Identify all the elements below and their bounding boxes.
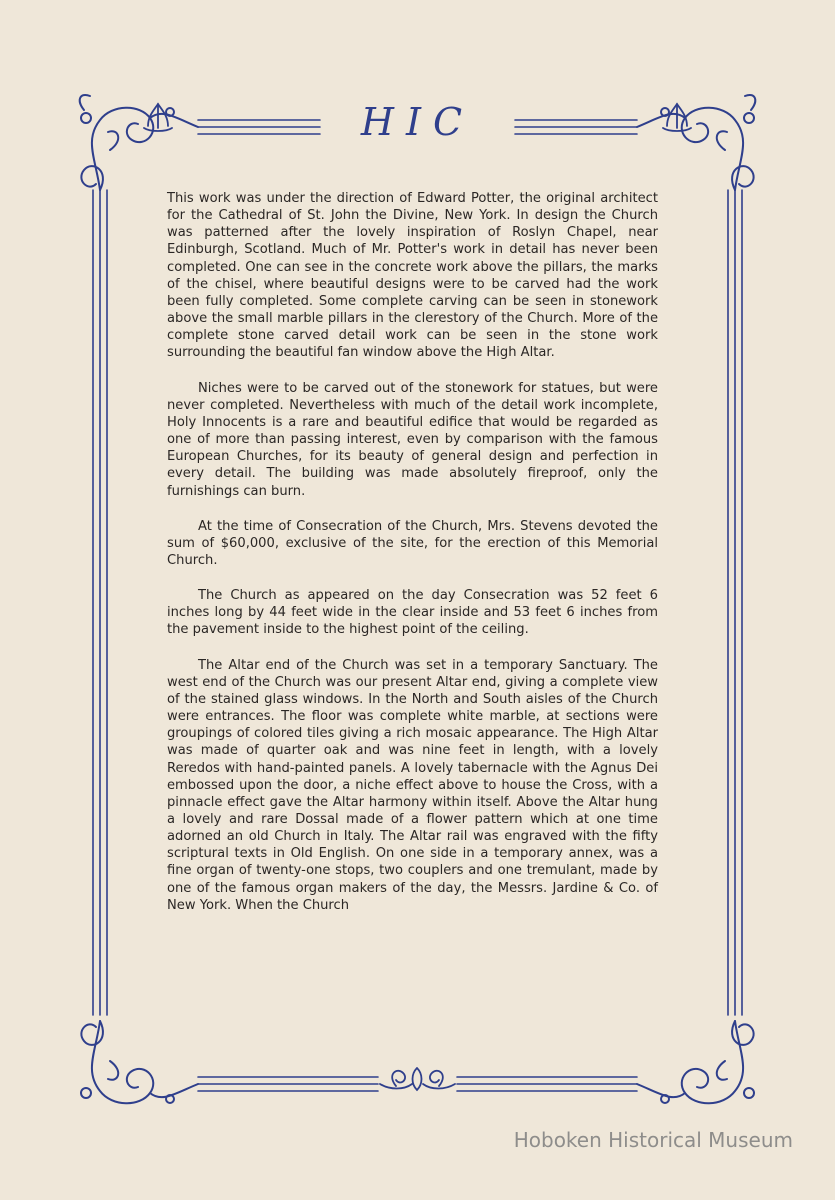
corner-ornament-top-right: [637, 95, 755, 190]
corner-ornament-bottom-left: [81, 1021, 198, 1103]
paragraph-4: The Church as appeared on the day Consecration was 52 feet 6 inches long by 44 feet wide in the clear inside and 53 feet 6 inches from the pavement inside to the highest point of the ceiling.: [167, 588, 658, 638]
paragraph-2: Niches were to be carved out of the stonework for statues, but were never completed. Nevertheless with much of the detail work incomplete, Holy Innocents is a rare and beautiful edifice that would be regarded as one of more than passing interest, even by comparison with the famous European Churches, for its beauty of general design and perfection in every detail. The building was made absolutely fireproof, only the furnishings can burn.: [167, 380, 658, 499]
corner-ornament-top-left: [80, 95, 198, 190]
corner-ornament-bottom-right: [637, 1021, 754, 1103]
frame-right-lines: [728, 190, 742, 1015]
paragraph-5: The Altar end of the Church was set in a temporary Sanctuary. The west end of the Church was our present Altar end, giving a complete view of the stained glass windows. In the North and South aisles of the Church were entrances. The floor was complete white marble, at sections were groupings of colored tiles giving a rich mosaic appearance. The High Altar was made of quarter oak and was nine feet in length, with a lovely Reredos with hand-painted panels. A lovely tabernacle with the Agnus Dei embossed upon the door, a niche effect above to house the Cross, with a pinnacle effect gave the Altar harmony within itself. Above the Altar hung a lovely and rare Dossal made of a flower pattern which at one time adorned an old Church in Italy. The Altar rail was engraved with the fifty scriptural texts in Old English. On one side in a temporary annex, was a fine organ of twenty-one stops, two couplers and one tremulant, made by one of the famous organ makers of the day, the Messrs. Jardine & Co. of New York. When the Church: [167, 657, 658, 913]
frame-left-lines: [93, 190, 107, 1015]
monogram-hic: HIC: [360, 100, 475, 144]
museum-watermark: Hoboken Historical Museum: [513, 1128, 793, 1152]
paragraph-3: At the time of Consecration of the Church, Mrs. Stevens devoted the sum of $60,000, exclusive of the site, for the erection of this Memorial Church.: [167, 518, 658, 568]
body-text: [167, 190, 658, 932]
fleuron-bottom-center-icon: [380, 1068, 455, 1090]
paragraph-1: This work was under the direction of Edward Potter, the original architect for the Cathedral of St. John the Divine, New York. In design the Church was patterned after the lovely inspiration of Roslyn Chapel, near Edinburgh, Scotland. Much of Mr. Potter's work in detail has never been completed. One can see in the concrete work above the pillars, the marks of the chisel, where beautiful designs were to be carved had the work been fully completed. Some complete carving can be seen in stonework above the small marble pillars in the clerestory of the Church. More of the complete stone carved detail work can be seen in the stone work surrounding the beautiful fan window above the High Altar.: [167, 191, 658, 361]
